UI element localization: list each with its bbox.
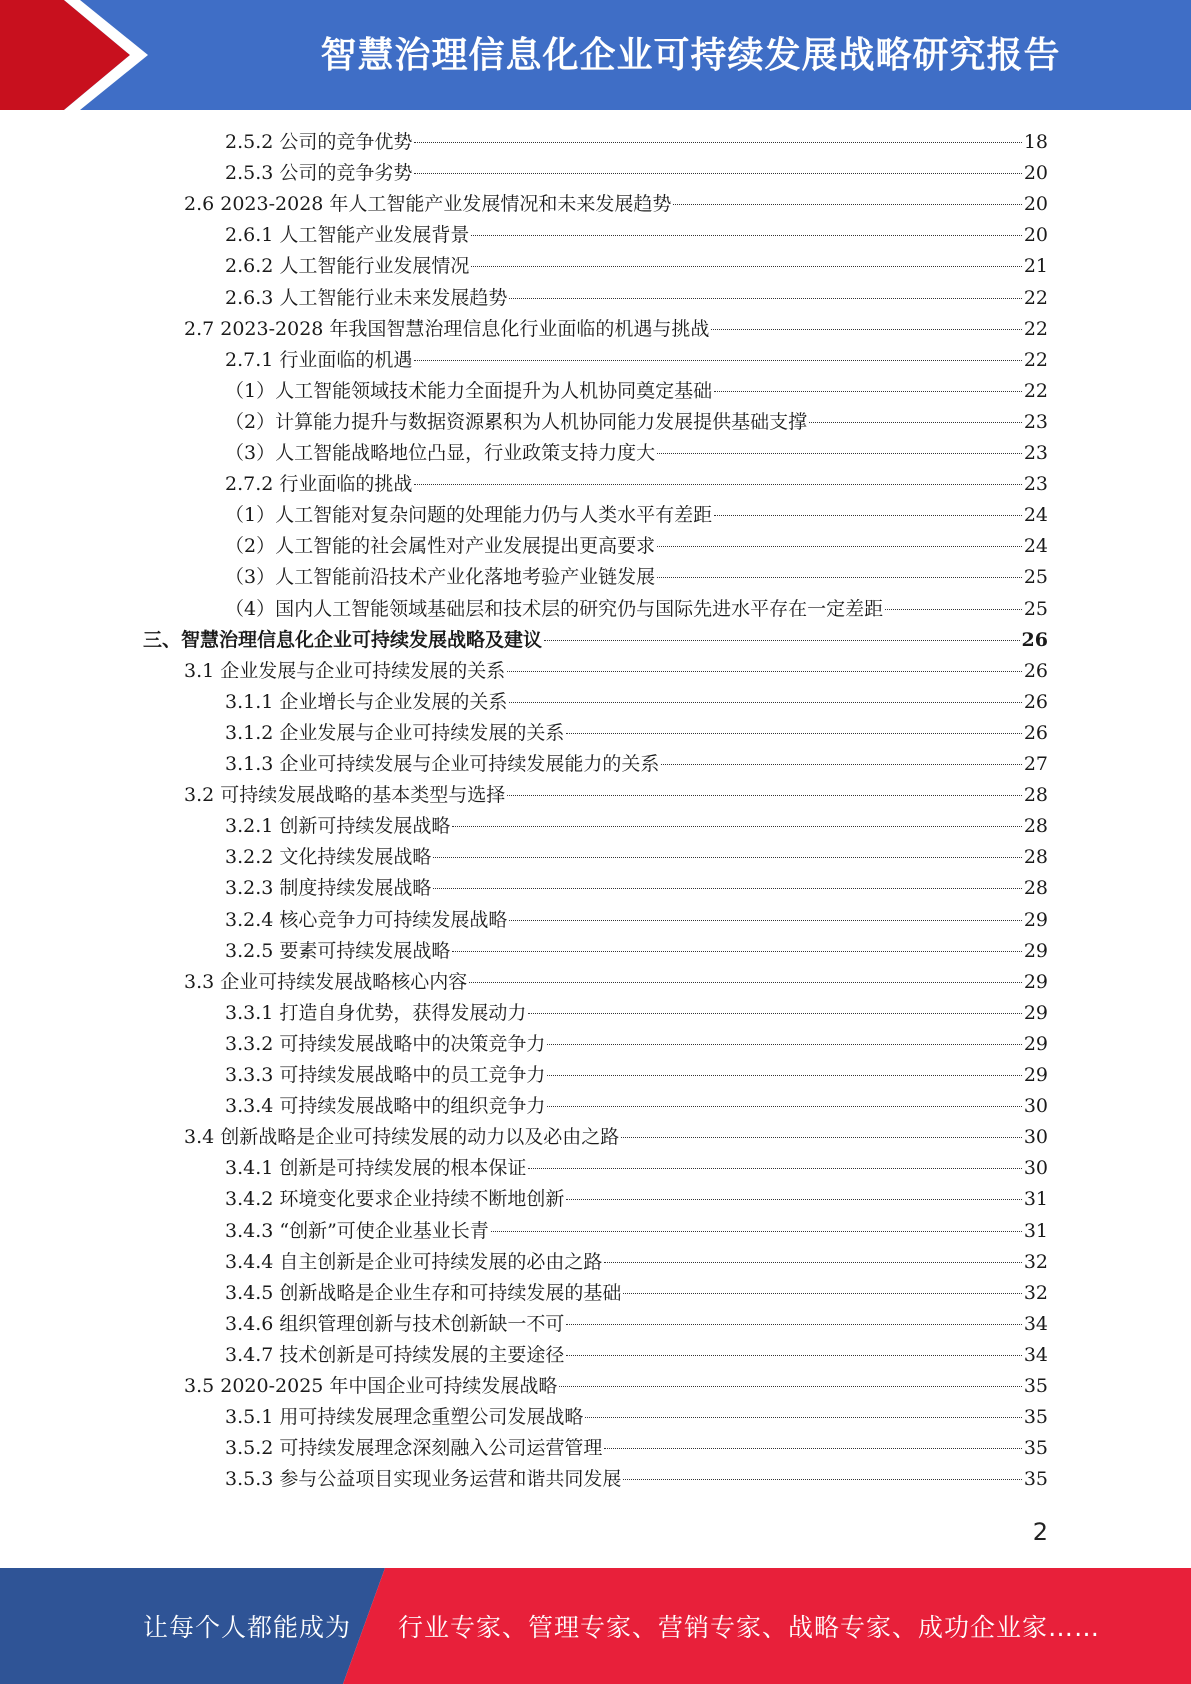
toc-entry-page: 23 (1023, 410, 1048, 433)
toc-entry-label: 3.3 企业可持续发展战略核心内容 (184, 970, 468, 993)
toc-entry-label: 3.2.5 要素可持续发展战略 (225, 939, 451, 962)
toc-entry[interactable] (184, 1371, 1048, 1402)
toc-leader-dots (547, 1043, 1021, 1045)
footer-slogan-right: 行业专家、管理专家、营销专家、战略专家、成功企业家…… (398, 1613, 1101, 1642)
toc-entry-page: 26 (1023, 690, 1048, 713)
toc-leader-dots (509, 701, 1021, 703)
toc-entry[interactable] (225, 1402, 1048, 1433)
toc-leader-dots (528, 1012, 1021, 1014)
toc-entry-page: 30 (1023, 1157, 1048, 1180)
toc-entry-label: 3.4.6 组织管理创新与技术创新缺一不可 (225, 1312, 565, 1335)
toc-entry-label: 2.7 2023-2028 年我国智慧治理信息化行业面临的机遇与挑战 (184, 317, 710, 340)
toc-entry[interactable] (225, 158, 1048, 189)
report-title-area (200, 0, 1191, 105)
toc-entry-page: 20 (1023, 193, 1048, 216)
toc-entry-label: 3.2.1 创新可持续发展战略 (225, 815, 451, 838)
toc-leader-dots (414, 172, 1021, 174)
toc-entry-label: 3.5.1 用可持续发展理念重塑公司发展战略 (225, 1406, 584, 1429)
header-arrow-decoration (0, 0, 160, 110)
toc-entry[interactable] (225, 718, 1048, 749)
toc-leader-dots (657, 545, 1022, 547)
toc-entry-label: 3.4.2 环境变化要求企业持续不断地创新 (225, 1188, 565, 1211)
toc-leader-dots (547, 1105, 1021, 1107)
toc-entry-page: 34 (1023, 1312, 1048, 1335)
toc-entry-label: 3.4.5 创新战略是企业生存和可持续发展的基础 (225, 1281, 622, 1304)
toc-entry-page: 35 (1023, 1375, 1048, 1397)
toc-leader-dots (528, 1167, 1021, 1169)
toc-entry-label: 2.5.3 公司的竞争劣势 (225, 162, 413, 185)
toc-entry-label: 3.5 2020-2025 年中国企业可持续发展战略 (184, 1375, 558, 1397)
toc-entry-page: 28 (1023, 877, 1048, 900)
toc-entry-label: 3.4.1 创新是可持续发展的根本保证 (225, 1157, 527, 1180)
toc-entry[interactable] (225, 1247, 1048, 1278)
toc-entry-page: 28 (1023, 815, 1048, 838)
toc-entry-label: 3.3.3 可持续发展战略中的员工竞争力 (225, 1064, 546, 1086)
toc-entry[interactable] (225, 1464, 1048, 1495)
toc-entry-page: 34 (1023, 1343, 1048, 1366)
toc-entry[interactable] (225, 1153, 1048, 1184)
toc-leader-dots (604, 1261, 1021, 1263)
toc-leader-dots (714, 514, 1022, 516)
toc-entry[interactable] (225, 562, 1048, 593)
toc-leader-dots (604, 1447, 1021, 1449)
toc-entry-page: 30 (1023, 1126, 1048, 1149)
toc-leader-dots (452, 950, 1021, 952)
toc-entry-label: 2.6.1 人工智能产业发展背景 (225, 224, 470, 247)
toc-entry[interactable] (225, 376, 1048, 407)
toc-entry[interactable] (225, 1091, 1048, 1122)
toc-leader-dots (469, 981, 1022, 983)
toc-entry-label: （1）人工智能对复杂问题的处理能力仍与人类水平有差距 (225, 504, 713, 527)
toc-entry[interactable] (225, 873, 1048, 904)
toc-entry-page: 22 (1023, 348, 1048, 371)
toc-entry-page: 22 (1023, 286, 1048, 309)
toc-entry-label: （2）人工智能的社会属性对产业发展提出更高要求 (225, 535, 656, 558)
page-footer (0, 1568, 1191, 1684)
toc-entry[interactable] (225, 469, 1048, 500)
toc-entry-page: 23 (1023, 473, 1048, 496)
toc-entry-page: 18 (1023, 131, 1048, 153)
toc-entry-label: 三、智慧治理信息化企业可持续发展战略及建议 (143, 628, 543, 651)
toc-entry[interactable] (143, 625, 1048, 656)
toc-entry-label: 2.6 2023-2028 年人工智能产业发展情况和未来发展趋势 (184, 193, 672, 216)
toc-leader-dots (452, 825, 1021, 827)
toc-entry-page: 25 (1023, 597, 1048, 620)
toc-entry[interactable] (184, 780, 1048, 811)
toc-leader-dots (714, 390, 1022, 392)
toc-entry[interactable] (225, 251, 1048, 282)
toc-entry-page: 30 (1023, 1095, 1048, 1118)
toc-entry-label: 2.6.2 人工智能行业发展情况 (225, 255, 470, 278)
toc-entry-label: 3.3.1 打造自身优势，获得发展动力 (225, 1001, 527, 1024)
toc-leader-dots (507, 670, 1022, 672)
toc-entry-page: 20 (1023, 224, 1048, 247)
report-title: 智慧治理信息化企业可持续发展战略研究报告 (320, 35, 1061, 76)
toc-entry-label: 3.4.7 技术创新是可持续发展的主要途径 (225, 1343, 565, 1366)
toc-entry-label: 2.7.1 行业面临的机遇 (225, 348, 413, 371)
toc-entry-label: 2.6.3 人工智能行业未来发展趋势 (225, 286, 508, 309)
toc-entry-page: 35 (1023, 1406, 1048, 1429)
toc-leader-dots (547, 1074, 1021, 1076)
toc-entry-label: 3.4 创新战略是企业可持续发展的动力以及必由之路 (184, 1126, 620, 1149)
toc-entry-page: 29 (1023, 1064, 1048, 1086)
toc-entry[interactable] (225, 1278, 1048, 1309)
toc-entry-page: 28 (1023, 784, 1048, 807)
toc-entry[interactable] (184, 967, 1048, 998)
toc-leader-dots (566, 732, 1021, 734)
toc-entry-page: 29 (1023, 908, 1048, 931)
toc-entry[interactable] (225, 345, 1048, 376)
toc-entry[interactable] (225, 1340, 1048, 1371)
toc-leader-dots (657, 452, 1022, 454)
toc-entry-page: 32 (1023, 1250, 1048, 1273)
toc-entry-label: 2.7.2 行业面临的挑战 (225, 473, 413, 496)
toc-entry[interactable] (184, 1122, 1048, 1153)
toc-leader-dots (566, 1354, 1021, 1356)
toc-entry-label: 3.1.3 企业可持续发展与企业可持续发展能力的关系 (225, 753, 660, 775)
toc-entry-page: 27 (1023, 753, 1048, 775)
toc-entry-label: （3）人工智能前沿技术产业化落地考验产业链发展 (225, 566, 656, 589)
toc-entry[interactable] (184, 656, 1048, 687)
toc-entry-label: 3.3.4 可持续发展战略中的组织竞争力 (225, 1095, 546, 1118)
toc-entry[interactable] (184, 189, 1048, 220)
toc-leader-dots (566, 1198, 1021, 1200)
toc-leader-dots (657, 576, 1022, 578)
toc-entry-label: （3）人工智能战略地位凸显，行业政策支持力度大 (225, 442, 656, 464)
toc-entry-label: （4）国内人工智能领域基础层和技术层的研究仍与国际先进水平存在一定差距 (225, 597, 884, 620)
toc-entry-page: 29 (1023, 1032, 1048, 1055)
toc-entry-page: 23 (1023, 442, 1048, 464)
toc-entry[interactable] (225, 407, 1048, 438)
toc-entry-label: 3.1.2 企业发展与企业可持续发展的关系 (225, 721, 565, 744)
toc-entry-page: 29 (1023, 939, 1048, 962)
toc-entry-page: 31 (1023, 1188, 1048, 1211)
toc-entry-page: 20 (1023, 162, 1048, 185)
toc-entry[interactable] (225, 531, 1048, 562)
toc-entry-label: 3.5.2 可持续发展理念深刻融入公司运营管理 (225, 1437, 603, 1460)
toc-entry-label: 3.4.4 自主创新是企业可持续发展的必由之路 (225, 1250, 603, 1273)
toc-leader-dots (414, 359, 1021, 361)
toc-entry[interactable] (225, 687, 1048, 718)
toc-leader-dots (544, 639, 1020, 641)
toc-leader-dots (585, 1416, 1021, 1418)
page-number: 2 (1032, 1518, 1048, 1546)
toc-entry-label: （1）人工智能领域技术能力全面提升为人机协同奠定基础 (225, 379, 713, 402)
toc-entry[interactable] (225, 1433, 1048, 1464)
toc-entry-page: 31 (1023, 1219, 1048, 1242)
toc-entry[interactable] (184, 314, 1048, 345)
toc-entry[interactable] (225, 1184, 1048, 1215)
toc-entry-page: 22 (1023, 317, 1048, 340)
toc-entry-label: （2）计算能力提升与数据资源累积为人机协同能力发展提供基础支撑 (225, 410, 808, 433)
toc-leader-dots (809, 421, 1022, 423)
toc-entry-label: 3.4.3 “创新”可使企业基业长青 (225, 1219, 489, 1242)
toc-entry-label: 3.1 企业发展与企业可持续发展的关系 (184, 659, 506, 682)
toc-leader-dots (661, 763, 1021, 765)
toc-entry-label: 3.3.2 可持续发展战略中的决策竞争力 (225, 1032, 546, 1055)
toc-entry[interactable] (225, 936, 1048, 967)
toc-entry-page: 28 (1023, 846, 1048, 869)
toc-leader-dots (559, 1385, 1021, 1387)
toc-leader-dots (507, 794, 1022, 796)
toc-entry[interactable] (225, 500, 1048, 531)
toc-entry-label: 3.2.2 文化持续发展战略 (225, 846, 432, 869)
toc-leader-dots (566, 1323, 1021, 1325)
toc-entry[interactable] (225, 1309, 1048, 1340)
toc-entry-page: 21 (1023, 255, 1048, 278)
toc-leader-dots (491, 1230, 1022, 1232)
toc-entry[interactable] (225, 1216, 1048, 1247)
toc-leader-dots (433, 887, 1021, 889)
toc-leader-dots (621, 1136, 1022, 1138)
toc-leader-dots (509, 919, 1021, 921)
toc-leader-dots (509, 297, 1021, 299)
toc-leader-dots (623, 1292, 1021, 1294)
toc-entry-page: 26 (1023, 659, 1048, 682)
toc-leader-dots (433, 856, 1021, 858)
toc-entry-page: 22 (1023, 379, 1048, 402)
toc-leader-dots (673, 203, 1021, 205)
toc-leader-dots (711, 328, 1021, 330)
toc-entry-label: 2.5.2 公司的竞争优势 (225, 131, 413, 153)
footer-slogan-left: 让每个人都能成为 (143, 1613, 352, 1642)
page-header (0, 0, 1191, 110)
toc-leader-dots (414, 483, 1021, 485)
toc-leader-dots (471, 265, 1021, 267)
toc-entry[interactable] (225, 438, 1048, 469)
toc-entry-label: 3.2.4 核心竞争力可持续发展战略 (225, 908, 508, 931)
toc-entry-label: 3.1.1 企业增长与企业发展的关系 (225, 690, 508, 713)
toc-entry[interactable] (225, 1029, 1048, 1060)
toc-leader-dots (885, 608, 1022, 610)
toc-entry[interactable] (225, 127, 1048, 158)
toc-entry-label: 3.5.3 参与公益项目实现业务运营和谐共同发展 (225, 1468, 622, 1491)
toc-leader-dots (471, 234, 1021, 236)
toc-entry-page: 35 (1023, 1468, 1048, 1491)
toc-entry[interactable] (225, 998, 1048, 1029)
toc-entry-page: 25 (1023, 566, 1048, 589)
toc-leader-dots (623, 1478, 1021, 1480)
toc-entry-page: 24 (1023, 504, 1048, 527)
toc-entry-page: 35 (1023, 1437, 1048, 1460)
toc-entry-label: 3.2.3 制度持续发展战略 (225, 877, 432, 900)
toc-entry[interactable] (225, 905, 1048, 936)
toc-entry-page: 26 (1023, 721, 1048, 744)
toc-entry-label: 3.2 可持续发展战略的基本类型与选择 (184, 784, 506, 807)
toc-entry-page: 26 (1021, 628, 1048, 651)
toc-entry-page: 24 (1023, 535, 1048, 558)
toc-entry[interactable] (225, 749, 1048, 780)
toc-entry-page: 32 (1023, 1281, 1048, 1304)
toc-entry[interactable] (225, 1060, 1048, 1091)
toc-entry[interactable] (225, 842, 1048, 873)
toc-entry[interactable] (225, 220, 1048, 251)
toc-entry[interactable] (225, 811, 1048, 842)
toc-entry-page: 29 (1023, 970, 1048, 993)
toc-entry-page: 29 (1023, 1001, 1048, 1024)
toc-entry[interactable] (225, 283, 1048, 314)
toc-entry[interactable] (225, 594, 1048, 625)
toc-leader-dots (414, 141, 1021, 143)
